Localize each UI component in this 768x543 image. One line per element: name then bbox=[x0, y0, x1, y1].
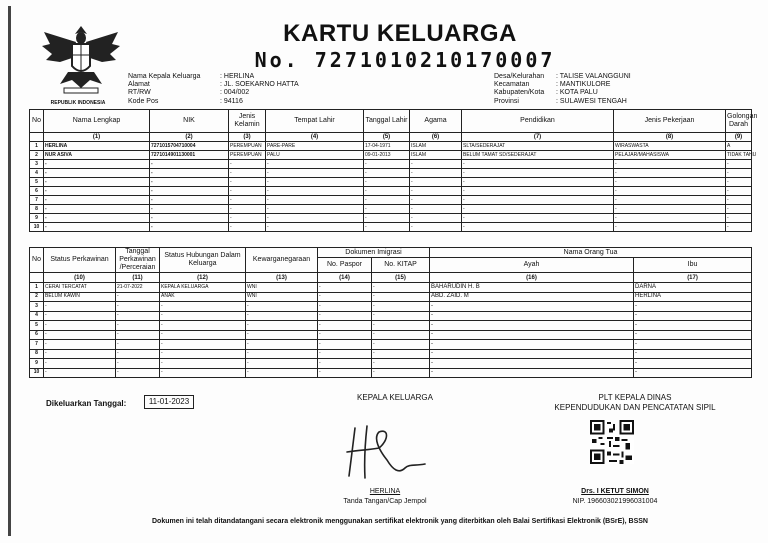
table-cell: - bbox=[372, 311, 430, 321]
column-header: Nama Lengkap bbox=[44, 110, 150, 133]
table-cell: ISLAM bbox=[410, 142, 462, 151]
column-number: (12) bbox=[160, 273, 246, 283]
column-header: Jenis Pekerjaan bbox=[614, 110, 726, 133]
table-cell: - bbox=[614, 169, 726, 178]
table-cell: SLTA/SEDERAJAT bbox=[462, 142, 614, 151]
table-cell: - bbox=[462, 223, 614, 232]
table-cell: - bbox=[229, 187, 266, 196]
table-row bbox=[30, 142, 752, 151]
column-number: (3) bbox=[229, 133, 266, 142]
table-cell: ISLAM bbox=[410, 151, 462, 160]
table-cell: - bbox=[160, 340, 246, 350]
official-nip: NIP. 196603021996031004 bbox=[572, 498, 658, 505]
table-cell: 5 bbox=[30, 321, 44, 331]
table-cell: - bbox=[318, 330, 372, 340]
column-number: (10) bbox=[44, 273, 116, 283]
table-cell: - bbox=[44, 311, 116, 321]
table-cell: - bbox=[410, 160, 462, 169]
postal-code-label: Kode Pos bbox=[128, 97, 159, 105]
table-cell: - bbox=[44, 178, 150, 187]
table-cell: 4 bbox=[30, 311, 44, 321]
table-cell: 2 bbox=[30, 292, 44, 302]
table-row bbox=[30, 214, 752, 223]
table-cell: - bbox=[160, 368, 246, 378]
table-cell: - bbox=[372, 302, 430, 312]
column-number bbox=[30, 273, 44, 283]
table-cell: - bbox=[726, 178, 752, 187]
table-cell: - bbox=[246, 330, 318, 340]
table-cell: - bbox=[634, 302, 752, 312]
relationship-header: Status Hubungan Dalam Keluarga bbox=[160, 248, 246, 273]
table-cell: - bbox=[116, 311, 160, 321]
table-cell: - bbox=[318, 311, 372, 321]
column-header: No bbox=[30, 110, 44, 133]
column-header: Jenis Kelamin bbox=[229, 110, 266, 133]
immigration-docs-header: Dokumen Imigrasi bbox=[318, 248, 430, 258]
issued-label: Dikeluarkan Tanggal: bbox=[46, 399, 127, 408]
column-number: (16) bbox=[430, 273, 634, 283]
head-name-value: : HERLINA bbox=[220, 73, 255, 80]
table-cell: PALU bbox=[266, 151, 364, 160]
table-cell: - bbox=[44, 205, 150, 214]
column-header: Pendidikan bbox=[462, 110, 614, 133]
official-title-line-1: PLT KEPALA DINAS bbox=[598, 393, 672, 402]
table-cell: - bbox=[614, 205, 726, 214]
table-cell: - bbox=[430, 368, 634, 378]
table-cell: TIDAK TAHU bbox=[727, 151, 757, 158]
table-cell: 17-04-1971 bbox=[364, 142, 410, 151]
table-cell: BELUM KAWIN bbox=[44, 292, 116, 302]
table-cell: - bbox=[44, 160, 150, 169]
column-number: (15) bbox=[372, 273, 430, 283]
table-cell: - bbox=[318, 302, 372, 312]
district-value: : MANTIKULORE bbox=[556, 81, 611, 89]
table-row bbox=[30, 359, 752, 369]
table-cell: - bbox=[726, 196, 752, 205]
table-cell: 6 bbox=[30, 330, 44, 340]
table-cell: - bbox=[266, 205, 364, 214]
table-cell: HERLINA bbox=[634, 292, 752, 302]
kitap-header: No. KITAP bbox=[372, 258, 430, 273]
table-cell: - bbox=[318, 283, 372, 293]
table-cell: - bbox=[246, 349, 318, 359]
table-row bbox=[30, 311, 752, 321]
table-cell: - bbox=[430, 330, 634, 340]
table-cell: - bbox=[44, 302, 116, 312]
table-cell: - bbox=[150, 223, 229, 232]
column-number bbox=[30, 133, 44, 142]
column-number: (5) bbox=[364, 133, 410, 142]
table-cell: - bbox=[116, 321, 160, 331]
province-label: Provinsi bbox=[494, 97, 519, 105]
table-cell: - bbox=[246, 302, 318, 312]
table-cell: - bbox=[150, 205, 229, 214]
table-cell: - bbox=[44, 214, 150, 223]
table-row bbox=[30, 330, 752, 340]
table-row bbox=[30, 368, 752, 378]
column-number: (4) bbox=[266, 133, 364, 142]
table-row bbox=[30, 178, 752, 187]
table-cell: HERLINA bbox=[44, 142, 150, 151]
table-cell: - bbox=[160, 349, 246, 359]
village-value: : TALISE VALANGGUNI bbox=[556, 73, 631, 80]
regency-value: : KOTA PALU bbox=[556, 89, 598, 97]
village-label: Desa/Kelurahan bbox=[494, 73, 545, 80]
table-cell: - bbox=[318, 292, 372, 302]
table-row bbox=[30, 321, 752, 331]
table-cell: - bbox=[430, 340, 634, 350]
table-cell: - bbox=[372, 321, 430, 331]
table-cell: - bbox=[160, 311, 246, 321]
table-cell: - bbox=[44, 223, 150, 232]
table-cell: - bbox=[614, 196, 726, 205]
table-row bbox=[30, 169, 752, 178]
citizenship-header: Kewarganegaraan bbox=[246, 248, 318, 273]
table-cell: - bbox=[430, 302, 634, 312]
table-cell: - bbox=[246, 368, 318, 378]
table-cell: - bbox=[364, 169, 410, 178]
issued-date: 11-01-2023 bbox=[144, 395, 194, 409]
table-cell: - bbox=[229, 214, 266, 223]
official-title-line-2: KEPENDUDUKAN DAN PENCATATAN SIPIL bbox=[554, 403, 716, 412]
table-cell: - bbox=[614, 178, 726, 187]
table-cell: 3 bbox=[30, 160, 44, 169]
table-cell: - bbox=[229, 169, 266, 178]
table-row bbox=[30, 349, 752, 359]
table-cell: - bbox=[614, 223, 726, 232]
table-cell: DARNA bbox=[634, 283, 752, 293]
postal-code-value: : 94116 bbox=[220, 97, 243, 105]
table-cell: - bbox=[462, 205, 614, 214]
table-cell: - bbox=[116, 368, 160, 378]
table-cell: - bbox=[116, 349, 160, 359]
mother-header: Ibu bbox=[634, 258, 752, 273]
table-cell: ABD. ZAID. M bbox=[430, 292, 634, 302]
column-number: (8) bbox=[614, 133, 726, 142]
table-cell: PARE-PARE bbox=[266, 142, 364, 151]
footer-note: Dokumen ini telah ditandatangani secara elektronik menggunakan sertifikat elektronik yang diterbitkan oleh Balai Sertifikasi Elektronik (BSrE), BSSN bbox=[152, 518, 648, 525]
table-row bbox=[30, 205, 752, 214]
table-cell: - bbox=[266, 178, 364, 187]
table-cell: 9 bbox=[30, 214, 44, 223]
table-cell: PEREMPUAN bbox=[229, 151, 266, 160]
table-cell: - bbox=[364, 214, 410, 223]
table-cell: - bbox=[150, 160, 229, 169]
column-number: (7) bbox=[462, 133, 614, 142]
table-cell: - bbox=[266, 196, 364, 205]
column-header: Agama bbox=[410, 110, 462, 133]
table-cell: - bbox=[364, 223, 410, 232]
table-cell: - bbox=[430, 311, 634, 321]
table-cell: CERAI TERCATAT bbox=[44, 283, 116, 293]
table-cell: - bbox=[229, 205, 266, 214]
table-cell: - bbox=[372, 340, 430, 350]
table-cell: - bbox=[410, 196, 462, 205]
table-cell: - bbox=[116, 292, 160, 302]
table-cell: - bbox=[372, 330, 430, 340]
table-cell: - bbox=[364, 187, 410, 196]
table-cell: - bbox=[614, 160, 726, 169]
table-row bbox=[30, 223, 752, 232]
table-cell: - bbox=[634, 311, 752, 321]
table-cell: - bbox=[44, 187, 150, 196]
column-header: Golongan Darah bbox=[726, 110, 752, 133]
column-header: NIK bbox=[150, 110, 229, 133]
table-cell: - bbox=[410, 214, 462, 223]
table-cell: - bbox=[150, 178, 229, 187]
family-members-table bbox=[29, 109, 758, 232]
table-cell: - bbox=[318, 349, 372, 359]
qr-code-icon bbox=[590, 420, 634, 464]
table-cell: - bbox=[116, 330, 160, 340]
table-cell: - bbox=[160, 330, 246, 340]
table-header-row bbox=[30, 110, 752, 133]
table-cell: - bbox=[462, 196, 614, 205]
table-cell: - bbox=[44, 368, 116, 378]
table-cell: - bbox=[318, 359, 372, 369]
table-cell: - bbox=[229, 178, 266, 187]
table-cell: - bbox=[246, 359, 318, 369]
table-cell: 5 bbox=[30, 178, 44, 187]
table-cell: 1 bbox=[30, 142, 44, 151]
page-title: KARTU KELUARGA bbox=[283, 20, 517, 47]
table-cell: - bbox=[430, 359, 634, 369]
district-label: Kecamatan bbox=[494, 81, 530, 89]
table-cell: - bbox=[614, 214, 726, 223]
table-cell: - bbox=[266, 223, 364, 232]
table-cell: 4 bbox=[30, 169, 44, 178]
table-cell: - bbox=[364, 178, 410, 187]
table-cell: 8 bbox=[30, 205, 44, 214]
table-cell: - bbox=[430, 321, 634, 331]
table-row bbox=[30, 340, 752, 350]
table-cell: - bbox=[160, 359, 246, 369]
table-cell: - bbox=[364, 205, 410, 214]
table-cell: 9 bbox=[30, 359, 44, 369]
table-cell: A bbox=[726, 142, 752, 151]
table-cell: - bbox=[318, 340, 372, 350]
table-cell: - bbox=[44, 321, 116, 331]
table-cell: - bbox=[44, 169, 150, 178]
table-cell: - bbox=[372, 283, 430, 293]
table-cell: PEREMPUAN bbox=[229, 142, 266, 151]
column-number: (2) bbox=[150, 133, 229, 142]
table-cell: - bbox=[150, 214, 229, 223]
table-cell: - bbox=[410, 169, 462, 178]
table-cell: - bbox=[44, 349, 116, 359]
table-row bbox=[30, 151, 752, 160]
table-cell: - bbox=[634, 321, 752, 331]
header-left-block bbox=[128, 73, 299, 106]
table-cell: - bbox=[266, 187, 364, 196]
passport-header: No. Paspor bbox=[318, 258, 372, 273]
column-number: (13) bbox=[246, 273, 318, 283]
marriage-date-header: Tanggal Perkawinan /Perceraian bbox=[116, 248, 160, 273]
table-header-row bbox=[30, 248, 752, 258]
table-cell: - bbox=[246, 340, 318, 350]
table-cell: - bbox=[726, 205, 752, 214]
table-row bbox=[30, 292, 752, 302]
table-cell: - bbox=[150, 187, 229, 196]
table-cell: - bbox=[266, 169, 364, 178]
table-cell: - bbox=[726, 169, 752, 178]
table-cell: - bbox=[726, 214, 752, 223]
table-cell: - bbox=[372, 292, 430, 302]
document-number: No. 7271010210170007 bbox=[254, 48, 556, 72]
column-number: (14) bbox=[318, 273, 372, 283]
column-number-row bbox=[30, 273, 752, 283]
parents-header: Nama Orang Tua bbox=[430, 248, 752, 258]
table-cell: - bbox=[634, 349, 752, 359]
table-cell: 3 bbox=[30, 302, 44, 312]
signature-caption: Tanda Tangan/Cap Jempol bbox=[343, 498, 427, 505]
regency-label: Kabupaten/Kota bbox=[494, 89, 545, 97]
column-header: Tempat Lahir bbox=[266, 110, 364, 133]
table-cell: - bbox=[410, 223, 462, 232]
head-name-label: Nama Kepala Keluarga bbox=[128, 73, 201, 80]
table-cell: 7271015704710004 bbox=[150, 142, 229, 151]
table-cell: - bbox=[634, 368, 752, 378]
table-cell: 09-01-2013 bbox=[364, 151, 410, 160]
table-cell: - bbox=[150, 169, 229, 178]
table-cell: PELAJAR/MAHASISWA bbox=[614, 151, 726, 160]
head-of-family-title: KEPALA KELUARGA bbox=[357, 393, 433, 402]
table-cell: - bbox=[160, 302, 246, 312]
column-number: (17) bbox=[634, 273, 752, 283]
marital-status-header: Status Perkawinan bbox=[44, 248, 116, 273]
table-cell: WIRASWASTA bbox=[614, 142, 726, 151]
table-cell: - bbox=[726, 160, 752, 169]
table-cell: - bbox=[726, 223, 752, 232]
garuda-emblem-icon bbox=[38, 22, 124, 100]
table-cell: - bbox=[462, 187, 614, 196]
table-cell: 21-07-2022 bbox=[116, 283, 160, 293]
column-number: (11) bbox=[116, 273, 160, 283]
table-cell: 6 bbox=[30, 187, 44, 196]
table-cell: WNI bbox=[246, 292, 318, 302]
column-number: (9) bbox=[726, 133, 752, 142]
table-cell: - bbox=[266, 214, 364, 223]
table-cell: - bbox=[318, 368, 372, 378]
official-title-block bbox=[530, 393, 740, 413]
table-cell: - bbox=[266, 160, 364, 169]
table-cell: - bbox=[634, 330, 752, 340]
table-row bbox=[30, 196, 752, 205]
table-cell: - bbox=[116, 302, 160, 312]
table-cell: - bbox=[318, 321, 372, 331]
table-cell: - bbox=[726, 187, 752, 196]
table-cell: - bbox=[410, 187, 462, 196]
table-row bbox=[30, 160, 752, 169]
table-cell: - bbox=[246, 321, 318, 331]
table-row bbox=[30, 187, 752, 196]
table-cell: BAHARUDIN H. B bbox=[430, 283, 634, 293]
column-number: (6) bbox=[410, 133, 462, 142]
table-cell: - bbox=[229, 196, 266, 205]
table-cell: - bbox=[160, 321, 246, 331]
table-row bbox=[30, 302, 752, 312]
emblem-caption: REPUBLIK INDONESIA bbox=[50, 100, 106, 106]
table-cell: - bbox=[44, 340, 116, 350]
table-cell: - bbox=[462, 214, 614, 223]
table-cell: - bbox=[462, 169, 614, 178]
table-cell: - bbox=[372, 359, 430, 369]
table-cell: - bbox=[116, 340, 160, 350]
province-value: : SULAWESI TENGAH bbox=[556, 97, 627, 105]
no-header: No bbox=[30, 248, 44, 273]
column-number: (1) bbox=[44, 133, 150, 142]
table-cell: - bbox=[44, 359, 116, 369]
table-cell: 7 bbox=[30, 196, 44, 205]
table-cell: - bbox=[614, 187, 726, 196]
left-border bbox=[8, 6, 11, 536]
table-cell: - bbox=[364, 160, 410, 169]
handwritten-signature bbox=[335, 420, 430, 482]
father-header: Ayah bbox=[430, 258, 634, 273]
table-cell: - bbox=[410, 178, 462, 187]
table-cell: - bbox=[634, 340, 752, 350]
table-cell: 1 bbox=[30, 283, 44, 293]
official-name: Drs. I KETUT SIMON bbox=[581, 488, 649, 495]
table-cell: BELUM TAMAT SD/SEDERAJAT bbox=[462, 151, 614, 160]
table-cell: - bbox=[150, 196, 229, 205]
table-cell: KEPALA KELUARGA bbox=[160, 283, 246, 293]
table-cell: - bbox=[364, 196, 410, 205]
table-cell: WNI bbox=[246, 283, 318, 293]
table-cell: - bbox=[229, 160, 266, 169]
table-cell: 2 bbox=[30, 151, 44, 160]
rt-rw-label: RT/RW bbox=[128, 89, 151, 97]
table-cell: - bbox=[430, 349, 634, 359]
header-right-block bbox=[494, 73, 631, 106]
table-cell: - bbox=[634, 359, 752, 369]
table-cell: - bbox=[372, 368, 430, 378]
table-cell: 10 bbox=[30, 368, 44, 378]
column-header: Tanggal Lahir bbox=[364, 110, 410, 133]
table-cell: 8 bbox=[30, 349, 44, 359]
table-cell: - bbox=[44, 330, 116, 340]
table-cell: - bbox=[410, 205, 462, 214]
table-cell: ANAK bbox=[160, 292, 246, 302]
table-row bbox=[30, 283, 752, 293]
table-cell: - bbox=[462, 178, 614, 187]
table-cell: - bbox=[116, 359, 160, 369]
address-label: Alamat bbox=[128, 81, 150, 89]
table-cell: - bbox=[372, 349, 430, 359]
table-cell: 10 bbox=[30, 223, 44, 232]
table-cell: NUR ASIVA bbox=[44, 151, 150, 160]
table-cell: - bbox=[246, 311, 318, 321]
table-cell: - bbox=[462, 160, 614, 169]
family-status-table bbox=[29, 247, 752, 378]
address-value: : JL. SOEKARNO HATTA bbox=[220, 81, 299, 89]
table-cell: 7271014901130001 bbox=[150, 151, 229, 160]
table-cell: - bbox=[229, 223, 266, 232]
column-number-row bbox=[30, 133, 752, 142]
table-cell: - bbox=[44, 196, 150, 205]
head-of-family-name: HERLINA bbox=[369, 488, 401, 495]
table-cell: 7 bbox=[30, 340, 44, 350]
rt-rw-value: : 004/002 bbox=[220, 89, 250, 97]
